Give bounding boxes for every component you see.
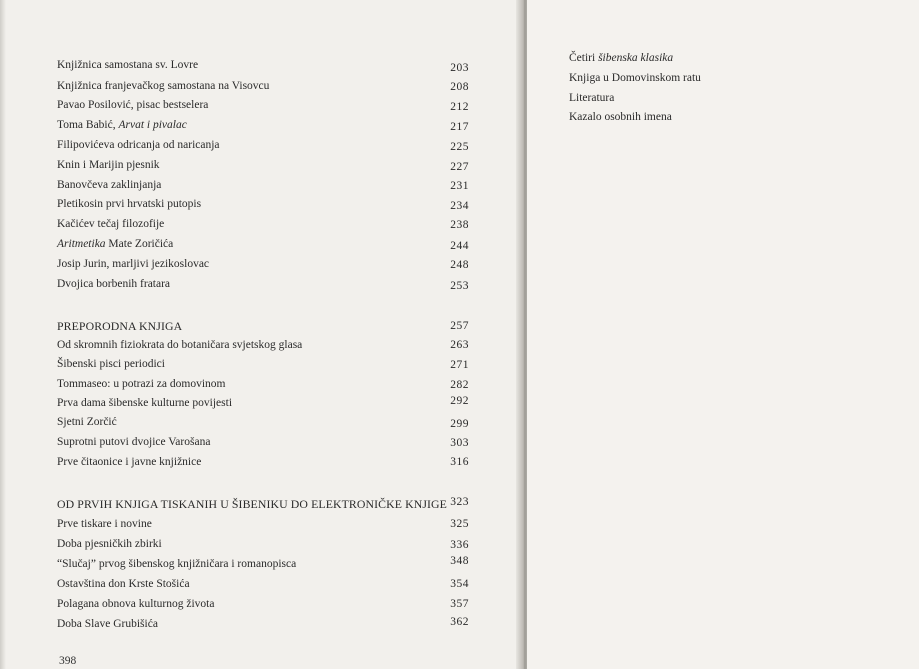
toc-page-number: 282	[450, 379, 469, 391]
toc-page-number: 257	[450, 320, 469, 332]
toc-entry-title	[57, 257, 209, 271]
page-number: 398	[59, 655, 77, 667]
toc-page-number: 316	[450, 456, 469, 468]
toc-entry-title-text: Kačićev tečaj filozofije	[57, 218, 165, 230]
toc-entry-title-text: Literatura	[569, 92, 615, 104]
toc-entry-title	[57, 357, 165, 371]
toc-entry-title-text: Doba Slave Grubišića	[57, 618, 158, 630]
toc-entry-title	[57, 377, 225, 391]
toc-entry-title	[57, 435, 210, 449]
toc-entry-title-italic: šibenska klasika	[598, 52, 674, 64]
toc-entry-title-text: Josip Jurin, marljivi jezikoslovac	[57, 258, 210, 270]
toc-page-number: 244	[450, 240, 469, 252]
toc-entry-title	[57, 396, 232, 410]
toc-page-number: 323	[450, 496, 469, 508]
toc-entry-title	[57, 277, 170, 291]
toc-entry-title	[57, 118, 187, 132]
toc-entry-title	[57, 197, 201, 211]
toc-page-number: 357	[450, 598, 469, 610]
toc-entry-title-text: Tommaseo: u potrazi za domovinom	[57, 378, 226, 390]
toc-page-number: 263	[450, 339, 469, 351]
toc-page-number: 234	[450, 200, 469, 212]
toc-entry-title-text: Knjižnica samostana sv. Lovre	[57, 59, 199, 71]
toc-page-number: 354	[450, 578, 469, 590]
toc-page-number: 362	[450, 616, 469, 628]
toc-entry-title-text: Sjetni Zorčić	[57, 416, 117, 428]
toc-page-number: 231	[450, 180, 469, 192]
toc-page-number: 299	[450, 418, 469, 430]
toc-entry-title	[57, 98, 208, 112]
toc-entry-title-italic: Arvat i pivalac	[118, 119, 187, 131]
toc-entry-title	[57, 79, 269, 93]
toc-page-number: 238	[450, 219, 469, 231]
toc-page-number: 217	[450, 121, 469, 133]
toc-entry-title-text: PREPORODNA KNJIGA	[57, 319, 183, 333]
toc-page-number: 208	[450, 81, 469, 93]
toc-entry-title-text: Polagana obnova kulturnog života	[57, 598, 215, 610]
toc-entry-title-text: Mate Zoričića	[105, 238, 174, 250]
toc-page-number: 325	[450, 518, 469, 530]
toc-entry-title-text: OD PRVIH KNJIGA TISKANIH U ŠIBENIKU DO ELEKTRONIČKE KNJIGE	[57, 497, 447, 511]
toc-entry-title-text: Kazalo osobnih imena	[569, 111, 672, 123]
toc-entry-title	[57, 617, 158, 631]
toc-page-number: 248	[450, 259, 469, 271]
toc-page-number: 253	[450, 280, 469, 292]
toc-page-number: 348	[450, 555, 469, 567]
toc-entry-title-text: Prve čitaonice i javne knjižnice	[57, 456, 202, 468]
toc-entry-title-text: Knin i Marijin pjesnik	[57, 159, 160, 171]
toc-entry	[569, 91, 614, 105]
toc-page-number: 292	[450, 395, 469, 407]
toc-entry-title	[57, 455, 201, 469]
toc-entry-title-text: “Slučaj” prvog šibenskog knjižničara i romanopisca	[57, 558, 297, 570]
toc-entry-title-italic: Aritmetika	[57, 238, 106, 250]
toc-entry-title	[57, 217, 164, 231]
toc-page-number: 225	[450, 141, 469, 153]
toc-entry-title	[57, 338, 302, 352]
toc-entry-title-text: Banovčeva zaklinjanja	[57, 179, 162, 191]
toc-entry	[569, 71, 701, 85]
toc-entry-title-text: Suprotni putovi dvojice Varošana	[57, 436, 211, 448]
toc-entry-title	[57, 138, 220, 152]
toc-entry-title	[57, 319, 182, 333]
toc-entry-title-text: Doba pjesničkih zbirki	[57, 538, 162, 550]
toc-entry-title	[57, 577, 190, 591]
toc-entry-title	[57, 158, 160, 172]
toc-entry-title-text: Četiri	[569, 52, 599, 64]
toc-entry-title	[57, 415, 117, 429]
toc-entry-title-text: Šibenski pisci periodici	[57, 358, 165, 370]
toc-page-number: 212	[450, 101, 469, 113]
toc-entry-title	[57, 557, 296, 571]
toc-page-number: 271	[450, 359, 469, 371]
toc-entry-title-text: Od skromnih fiziokrata do botaničara svjetskog glasa	[57, 339, 303, 351]
toc-page-number: 303	[450, 437, 469, 449]
toc-page-number: 203	[450, 62, 469, 74]
toc-entry-title-text: Knjižnica franjevačkog samostana na Visovcu	[57, 80, 270, 92]
toc-page-number: 336	[450, 539, 469, 551]
toc-entry-title-text: Ostavština don Krste Stošića	[57, 578, 190, 590]
toc-entry-title	[57, 537, 162, 551]
toc-entry	[569, 110, 672, 124]
toc-entry-title	[57, 497, 447, 511]
toc-entry-title-text: Pletikosin prvi hrvatski putopis	[57, 198, 202, 210]
toc-entry-title-text: Pavao Posilović, pisac bestselera	[57, 99, 209, 111]
toc-entry-title-text: Prve tiskare i novine	[57, 518, 152, 530]
toc-page-number: 227	[450, 161, 469, 173]
toc-entry-title	[57, 597, 214, 611]
toc-entry-title	[57, 237, 173, 251]
toc-entry	[569, 51, 673, 65]
toc-entry-title	[57, 178, 161, 192]
toc-entry-title-text: Prva dama šibenske kulturne povijesti	[57, 397, 233, 409]
toc-entry-title	[57, 517, 152, 531]
toc-entry-title-text: Toma Babić,	[57, 119, 119, 131]
toc-entry-title	[57, 58, 198, 72]
toc-entry-title-text: Dvojica borbenih fratara	[57, 278, 171, 290]
toc-entry-title-text: Filipovićeva odricanja od naricanja	[57, 139, 220, 151]
toc-entry-title-text: Knjiga u Domovinskom ratu	[569, 72, 701, 84]
